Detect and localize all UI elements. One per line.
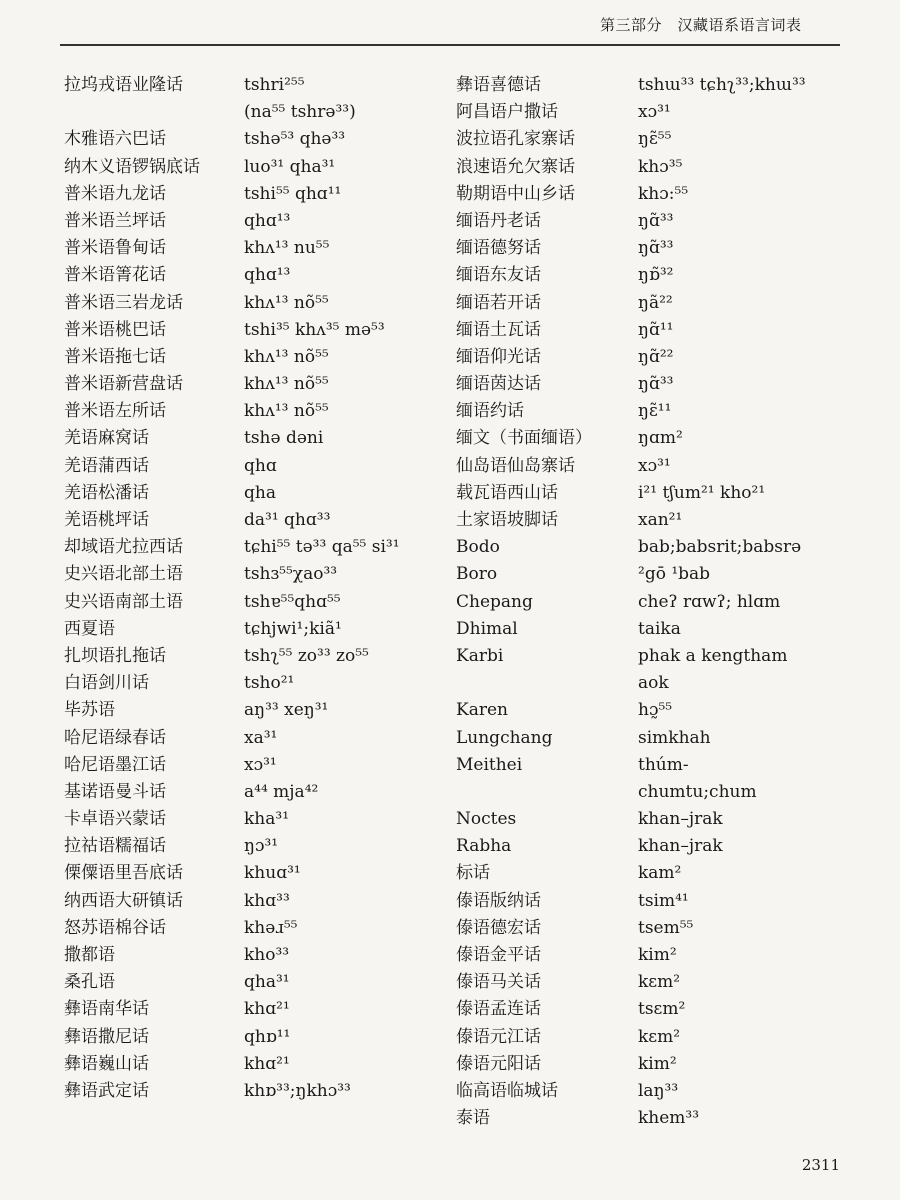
word-entry-row (64, 290, 454, 317)
word-form: qhɑ¹³ (244, 210, 291, 231)
word-form: bab;babsrit;babsrə (638, 537, 802, 558)
word-entry-row (456, 371, 856, 398)
word-entry-row (64, 72, 454, 99)
language-name: Karbi (456, 645, 504, 666)
language-name: 浪速语允欠寨话 (456, 156, 575, 177)
word-form: aok (638, 673, 669, 694)
word-form: aŋ³³ xeŋ³¹ (244, 700, 329, 721)
word-form: phak a kengtham (638, 645, 788, 666)
word-entry-row (456, 317, 856, 344)
language-name: 缅语仰光话 (456, 346, 541, 367)
header-rule (60, 44, 840, 46)
language-name: 傣语元江话 (456, 1026, 541, 1047)
word-entry-row (456, 290, 856, 317)
word-entry-row (456, 534, 856, 561)
word-entry-row (64, 99, 454, 126)
word-form: hɔ̰⁵⁵ (638, 700, 673, 721)
word-entry-row (456, 480, 856, 507)
word-form: khɑ³³ (244, 890, 290, 911)
word-entry-row (64, 1051, 454, 1078)
word-entry-row (64, 398, 454, 425)
word-form: khuɑ³¹ (244, 863, 301, 884)
language-name: 拉坞戎语业隆话 (64, 75, 183, 95)
running-header: 第三部分 汉藏语系语言词表 (600, 16, 802, 34)
word-form: ŋɑ̃¹¹ (638, 319, 674, 340)
language-name: 毕苏语 (64, 700, 115, 721)
word-form: khʌ¹³ nõ⁵⁵ (244, 401, 329, 422)
word-entry-row (456, 969, 856, 996)
word-entry-row (64, 262, 454, 289)
language-name: 彝语喜德话 (456, 75, 541, 95)
language-name: Boro (456, 564, 498, 585)
word-form: tshi³⁵ khʌ³⁵ mə⁵³ (244, 319, 385, 340)
word-entry-row (456, 942, 856, 969)
word-form: xɔ³¹ (638, 455, 671, 476)
word-form: ²gō ¹bab (638, 564, 711, 585)
word-form: i²¹ tʃum²¹ kho²¹ (638, 482, 766, 503)
word-entry-row (456, 99, 856, 126)
language-name: 普米语三岩龙话 (64, 292, 183, 313)
page-number: 2311 (801, 1156, 840, 1174)
word-entry-row (64, 616, 454, 643)
language-name: 勒期语中山乡话 (456, 183, 575, 204)
word-form: xan²¹ (638, 510, 683, 530)
word-entry-row (456, 752, 856, 779)
word-entry-row (456, 126, 856, 153)
word-form: simkhah (638, 727, 711, 748)
language-name: Noctes (456, 809, 517, 830)
word-entry-row (64, 208, 454, 235)
language-name: 普米语箐花话 (64, 265, 166, 286)
word-form: tshə⁵³ qhə³³ (244, 129, 346, 150)
word-entry-row (456, 181, 856, 208)
language-name: 普米语桃巴话 (64, 319, 166, 340)
word-entry-row (456, 425, 856, 452)
word-entry-row (64, 181, 454, 208)
language-name: 缅语土瓦话 (456, 319, 541, 340)
word-form: tɕhi⁵⁵ tə³³ qa⁵⁵ si³¹ (244, 537, 400, 558)
word-form: kɛm² (638, 972, 681, 993)
language-name: 傣语元阳话 (456, 1053, 541, 1074)
language-name: 土家语坡脚话 (456, 510, 558, 530)
word-entry-row (64, 1078, 454, 1105)
word-form: tsɛm² (638, 999, 686, 1020)
word-form: ŋɒ̃³² (638, 265, 674, 286)
word-form: qhɑ (244, 455, 277, 476)
word-entry-row (456, 860, 856, 887)
word-form: tɕhjwi¹;kiã¹ (244, 618, 342, 639)
language-name: 仙岛语仙岛寨话 (456, 455, 575, 476)
language-name: 缅语若开话 (456, 292, 541, 313)
language-name: 缅语约话 (456, 401, 524, 422)
language-name: 泰语 (456, 1108, 490, 1129)
word-entry-row (64, 317, 454, 344)
language-name: 傈僳语里吾底话 (64, 863, 183, 884)
word-entry-row (456, 779, 856, 806)
left-column (64, 72, 454, 1105)
word-entry-row (64, 561, 454, 588)
word-form: xa³¹ (244, 727, 278, 748)
word-entry-row (456, 643, 856, 670)
word-form: khɑ²¹ (244, 999, 290, 1020)
word-entry-row (456, 235, 856, 262)
language-name: 普米语左所话 (64, 401, 166, 422)
word-entry-row (456, 697, 856, 724)
word-entry-row (456, 507, 856, 534)
language-name: 普米语兰坪话 (64, 210, 166, 231)
right-column (456, 72, 856, 1132)
language-name: Bodo (456, 537, 500, 558)
word-entry-row (456, 915, 856, 942)
word-entry-row (456, 1078, 856, 1105)
language-name: Meithei (456, 754, 523, 775)
word-entry-row (456, 262, 856, 289)
word-form: kho³³ (244, 945, 290, 965)
word-entry-row (64, 126, 454, 153)
word-entry-row (456, 398, 856, 425)
word-entry-row (456, 670, 856, 697)
language-name: 拉祜语糯福话 (64, 836, 166, 857)
word-entry-row (64, 480, 454, 507)
language-name: 纳西语大研镇话 (64, 890, 183, 911)
word-entry-row (64, 860, 454, 887)
language-name: 纳木义语锣锅底话 (64, 156, 200, 177)
word-form: kam² (638, 863, 682, 884)
language-name: 傣语版纳话 (456, 890, 541, 911)
word-entry-row (64, 453, 454, 480)
word-form: khan–jrak (638, 836, 723, 857)
word-entry-row (456, 888, 856, 915)
word-entry-row (64, 235, 454, 262)
word-form: ŋɔ³¹ (244, 836, 279, 857)
word-form: luo³¹ qha³¹ (244, 156, 336, 177)
word-entry-row (64, 969, 454, 996)
word-form: ŋɑ̃³³ (638, 210, 674, 231)
language-name: 普米语鲁甸话 (64, 238, 166, 259)
language-name: 哈尼语绿春话 (64, 727, 166, 748)
language-name: Karen (456, 700, 508, 721)
word-entry-row (64, 833, 454, 860)
language-name: 傣语德宏话 (456, 917, 541, 938)
language-name: 缅语茵达话 (456, 374, 541, 395)
word-entry-row (456, 806, 856, 833)
language-name: 彝语南华话 (64, 999, 149, 1020)
word-entry-row (64, 942, 454, 969)
word-entry-row (64, 725, 454, 752)
word-form: khʌ¹³ nu⁵⁵ (244, 238, 330, 259)
word-form: laŋ³³ (638, 1080, 679, 1101)
word-form: tshʅ⁵⁵ zo³³ zo⁵⁵ (244, 645, 369, 666)
word-entry-row (456, 589, 856, 616)
word-entry-row (64, 779, 454, 806)
language-name: 羌语蒲西话 (64, 455, 149, 476)
word-form: ŋɑ̃³³ (638, 374, 674, 395)
word-entry-row (64, 643, 454, 670)
word-form: khɔ³⁵ (638, 156, 683, 177)
word-entry-row (64, 425, 454, 452)
language-name: 撒都语 (64, 945, 115, 965)
word-entry-row (64, 996, 454, 1023)
word-entry-row (64, 534, 454, 561)
language-name: 桑孔语 (64, 972, 115, 993)
word-form: tshi⁵⁵ qhɑ¹¹ (244, 183, 342, 204)
word-form: thúm- (638, 754, 689, 775)
word-form: tsho²¹ (244, 673, 295, 694)
language-name: 缅语东友话 (456, 265, 541, 286)
word-form: xɔ³¹ (244, 754, 277, 775)
language-name: 羌语麻窝话 (64, 428, 149, 449)
word-entry-row (456, 1051, 856, 1078)
word-form: ŋɑ̃²² (638, 346, 674, 367)
word-entry-row (456, 616, 856, 643)
word-form: ŋɑ̃³³ (638, 238, 674, 259)
word-entry-row (64, 752, 454, 779)
word-entry-row (456, 833, 856, 860)
language-name: 缅语德努话 (456, 238, 541, 259)
language-name: 却域语尤拉西话 (64, 537, 183, 558)
word-form: a⁴⁴ mja⁴² (244, 781, 319, 802)
word-form: (na⁵⁵ tshrə³³) (244, 102, 356, 123)
language-name: 史兴语北部土语 (64, 564, 183, 585)
language-name: 哈尼语墨江话 (64, 754, 166, 775)
language-name: 傣语马关话 (456, 972, 541, 993)
word-form: khʌ¹³ nõ⁵⁵ (244, 346, 329, 367)
language-name: 扎坝语扎拖话 (64, 645, 166, 666)
language-name: Rabha (456, 836, 512, 857)
word-entry-row (456, 453, 856, 480)
word-form: ŋɑm² (638, 428, 683, 449)
word-entry-row (64, 697, 454, 724)
language-name: 西夏语 (64, 618, 115, 639)
language-name: 载瓦语西山话 (456, 482, 558, 503)
language-name: 缅文（书面缅语） (456, 428, 592, 449)
word-entry-row (64, 154, 454, 181)
word-form: tshɐ⁵⁵qhɑ⁵⁵ (244, 591, 341, 612)
word-form: khʌ¹³ nõ⁵⁵ (244, 374, 329, 395)
word-entry-row (64, 507, 454, 534)
language-name: 白语剑川话 (64, 673, 149, 694)
word-form: khem³³ (638, 1108, 700, 1129)
word-form: khan–jrak (638, 809, 723, 830)
word-form: khʌ¹³ nõ⁵⁵ (244, 292, 329, 313)
language-name: 卡卓语兴蒙话 (64, 809, 166, 830)
language-name: 羌语松潘话 (64, 482, 149, 503)
word-form: chumtu;chum (638, 781, 757, 802)
word-form: tshə dəni (244, 428, 324, 449)
language-name: 波拉语孔家寨话 (456, 129, 575, 150)
word-form: cheʔ rɑwʔ; hlɑm (638, 591, 781, 612)
word-form: khəɹ⁵⁵ (244, 917, 298, 938)
language-name: 彝语撒尼话 (64, 1026, 149, 1047)
word-form: tshɜ⁵⁵χao³³ (244, 564, 338, 585)
word-entry-row (64, 589, 454, 616)
word-entry-row (64, 888, 454, 915)
word-form: ŋã²² (638, 292, 673, 313)
word-entry-row (64, 371, 454, 398)
word-form: ŋɛ̃⁵⁵ (638, 129, 672, 150)
word-form: khɑ²¹ (244, 1053, 290, 1074)
word-entry-row (456, 208, 856, 235)
word-form: ŋɛ̃¹¹ (638, 401, 672, 422)
word-entry-row (456, 725, 856, 752)
word-form: da³¹ qhɑ³³ (244, 510, 331, 530)
word-form: kha³¹ (244, 809, 290, 830)
language-name: 普米语新营盘话 (64, 374, 183, 395)
word-form: tsem⁵⁵ (638, 917, 694, 938)
language-name: 普米语拖七话 (64, 346, 166, 367)
word-entry-row (456, 72, 856, 99)
language-name: Dhimal (456, 618, 518, 639)
language-name: Lungchang (456, 727, 553, 748)
word-entry-row (64, 915, 454, 942)
word-form: xɔ³¹ (638, 102, 671, 123)
word-form: qha³¹ (244, 972, 290, 993)
language-name: 基诺语曼斗话 (64, 781, 166, 802)
word-entry-row (64, 806, 454, 833)
language-name: 傣语金平话 (456, 945, 541, 965)
word-entry-row (456, 154, 856, 181)
language-name: 普米语九龙话 (64, 183, 166, 204)
word-entry-row (456, 344, 856, 371)
word-form: qhɑ¹³ (244, 265, 291, 286)
language-name: 怒苏语棉谷话 (64, 917, 166, 938)
word-form: khɔ:⁵⁵ (638, 183, 689, 204)
word-entry-row (456, 1105, 856, 1132)
word-form: qha (244, 482, 276, 503)
word-entry-row (64, 1024, 454, 1051)
language-name: 临高语临城话 (456, 1080, 558, 1101)
word-entry-row (64, 670, 454, 697)
word-entry-row (456, 996, 856, 1023)
word-form: taika (638, 618, 681, 639)
word-form: tshɯ³³ tɕhʅ³³;khɯ³³ (638, 75, 806, 95)
language-name: 阿昌语户撒话 (456, 102, 558, 123)
word-form: tshri²⁵⁵ (244, 75, 305, 95)
language-name: 史兴语南部土语 (64, 591, 183, 612)
word-form: kim² (638, 945, 677, 965)
language-name: 木雅语六巴话 (64, 129, 166, 150)
language-name: 彝语武定话 (64, 1080, 149, 1101)
language-name: 标话 (456, 863, 490, 884)
language-name: 傣语孟连话 (456, 999, 541, 1020)
language-name: 缅语丹老话 (456, 210, 541, 231)
word-entry-row (456, 561, 856, 588)
language-name: 羌语桃坪话 (64, 510, 149, 530)
word-form: qhɒ¹¹ (244, 1026, 291, 1047)
word-form: khɒ³³;ŋkhɔ³³ (244, 1080, 351, 1101)
word-entry-row (64, 344, 454, 371)
word-form: kɛm² (638, 1026, 681, 1047)
language-name: Chepang (456, 591, 533, 612)
word-form: tsim⁴¹ (638, 890, 689, 911)
language-name: 彝语巍山话 (64, 1053, 149, 1074)
word-entry-row (456, 1024, 856, 1051)
word-form: kim² (638, 1053, 677, 1074)
